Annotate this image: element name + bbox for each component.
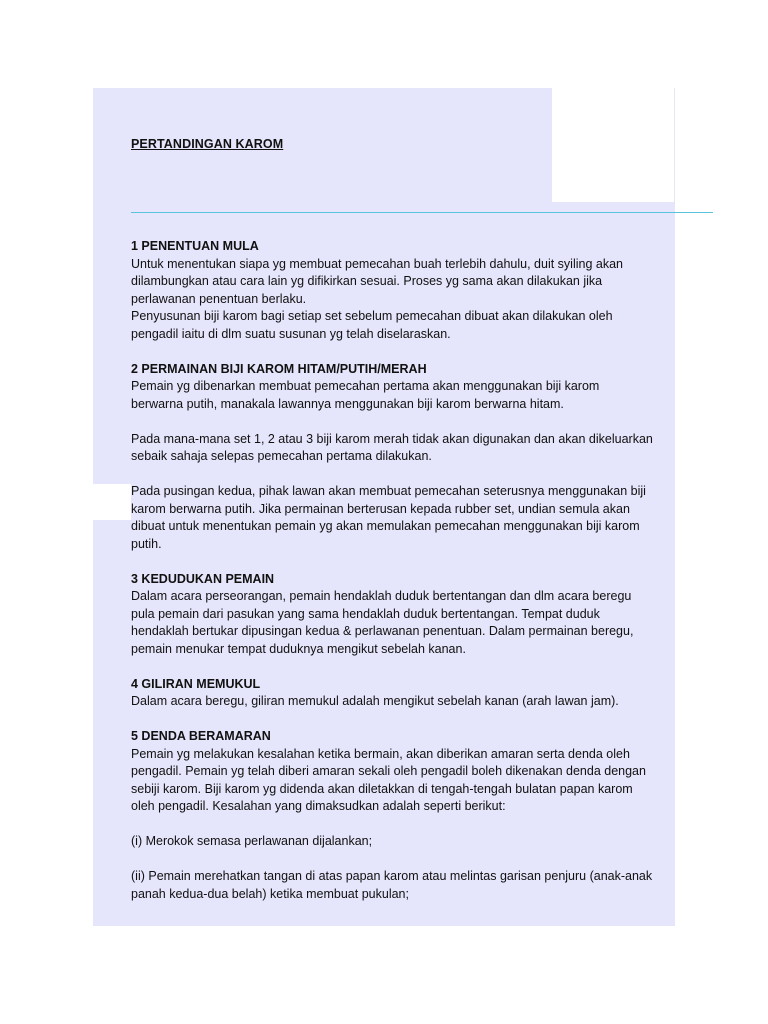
body-line: Pemain yg dibenarkan membuat pemecahan pertama akan menggunakan biji karom [131, 379, 600, 393]
body-line: putih. [131, 536, 162, 551]
body-line: pula pemain dari pasukan yang sama hendaklah duduk bertentangan. Tempat duduk [131, 606, 600, 621]
document-title: PERTANDINGAN KAROM [131, 137, 284, 151]
body-line: berwarna putih, manakala lawannya menggunakan biji karom berwarna hitam. [131, 396, 564, 411]
document-body [131, 238, 676, 903]
section-heading: 2 PERMAINAN BIJI KAROM HITAM/PUTIH/MERAH [131, 361, 427, 376]
unshaded-corner [552, 88, 674, 202]
body-line: karom berwarna putih. Jika permainan berterusan kepada rubber set, undian semula akan [131, 501, 630, 516]
body-line: Untuk menentukan siapa yg membuat pemecahan buah terlebih dahulu, duit syiling akan [131, 256, 623, 271]
body-line: dilambungkan atau cara lain yg difikirkan sesuai. Proses yg sama akan dilakukan jika [131, 274, 603, 288]
body-line: Pemain yg melakukan kesalahan ketika bermain, akan diberikan amaran serta denda oleh [131, 746, 630, 761]
section-heading: 5 DENDA BERAMARAN [131, 729, 271, 743]
body-line: Pada pusingan kedua, pihak lawan akan membuat pemecahan seterusnya menggunakan biji [131, 484, 646, 498]
body-line: Pada mana-mana set 1, 2 atau 3 biji karom merah tidak akan digunakan dan akan dikeluarkan [131, 431, 653, 446]
body-line: Dalam acara perseorangan, pemain hendaklah duduk bertentangan dan dlm acara beregu [131, 589, 632, 603]
horizontal-rule [131, 212, 713, 213]
body-line: dibuat untuk menentukan pemain yg akan memulakan pemecahan menggunakan biji karom [131, 519, 640, 533]
section-heading: 4 GILIRAN MEMUKUL [131, 676, 261, 691]
list-item: panah kedua-dua belah) ketika membuat pukulan; [131, 886, 409, 901]
section-heading: 3 KEDUDUKAN PEMAIN [131, 571, 275, 586]
margin-line [674, 88, 675, 202]
section-heading: 1 PENENTUAN MULA [131, 239, 259, 253]
body-line: pengadil iaitu di dlm suatu susunan yg telah diselaraskan. [131, 326, 451, 341]
body-line: pemain menukar tempat duduknya mengikut sebelah kanan. [131, 641, 466, 656]
body-line: oleh pengadil. Kesalahan yang dimaksudkan adalah seperti berikut: [131, 799, 506, 813]
list-item: (i) Merokok semasa perlawanan dijalankan; [131, 834, 373, 848]
body-line: pengadil. Pemain yg telah diberi amaran sekali oleh pengadil boleh dikenakan denda dengan [131, 764, 646, 778]
body-line: hendaklah bertukar dipusingan kedua & perlawanan penentuan. Dalam permainan beregu, [131, 624, 634, 638]
body-line: perlawanan penentuan berlaku. [131, 291, 307, 306]
unshaded-gap [93, 484, 131, 520]
body-line: sebaik sahaja selepas pemecahan pertama dilakukan. [131, 449, 432, 463]
body-line: Dalam acara beregu, giliran memukul adalah mengikut sebelah kanan (arah lawan jam). [131, 694, 619, 708]
body-line: sebiji karom. Biji karom yg didenda akan diletakkan di tengah-tengah bulatan papan karom [131, 781, 633, 796]
body-line: Penyusunan biji karom bagi setiap set sebelum pemecahan dibuat akan dilakukan oleh [131, 309, 613, 323]
list-item: (ii) Pemain merehatkan tangan di atas papan karom atau melintas garisan penjuru (anak-anak [131, 869, 653, 883]
